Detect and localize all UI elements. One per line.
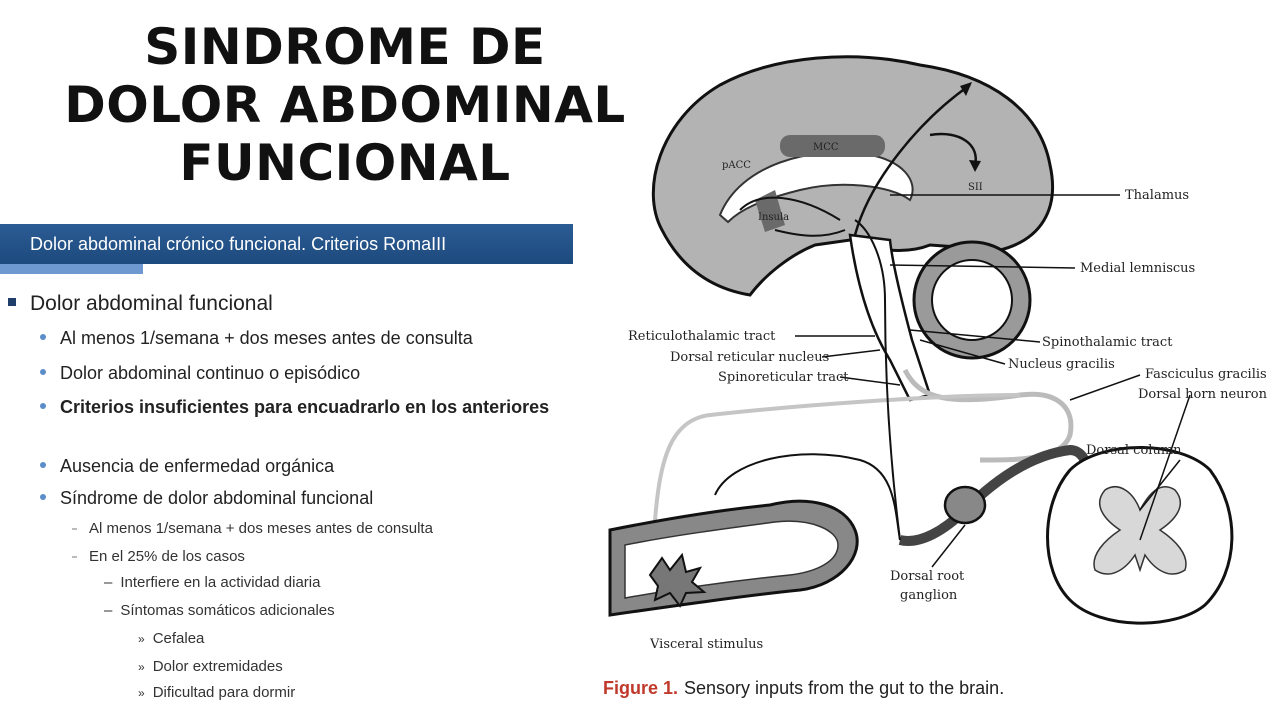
dorsal-root-ganglion <box>945 487 985 523</box>
title-line-3: FUNCIONAL <box>179 134 511 192</box>
label-dorsal-reticular-nucleus: Dorsal reticular nucleus <box>670 350 830 365</box>
diagram-svg <box>600 40 1280 670</box>
label-visceral-stimulus: Visceral stimulus <box>650 637 764 652</box>
dot-bullet-icon <box>40 403 46 409</box>
square-bullet-icon <box>8 298 16 306</box>
label-thalamus: Thalamus <box>1125 188 1190 203</box>
label-spinothalamic-tract: Spinothalamic tract <box>1042 335 1173 350</box>
caption-text: Sensory inputs from the gut to the brain. <box>684 678 1005 698</box>
caption-prefix: Figure 1. <box>603 678 679 698</box>
list-item: – Síntomas somáticos adicionales <box>104 602 335 619</box>
guillemet-bullet-icon: » <box>138 632 145 646</box>
list-item: » Dolor extremidades <box>138 658 283 675</box>
em-dash-bullet-icon: – <box>104 574 113 591</box>
list-item: Al menos 1/semana + dos meses antes de consulta <box>40 328 473 349</box>
title-line-2: DOLOR ABDOMINAL <box>64 76 626 134</box>
gut-brain-diagram <box>600 40 1280 670</box>
label-sii: SII <box>968 182 983 193</box>
label-mcc: MCC <box>813 142 839 153</box>
guillemet-bullet-icon: » <box>138 660 145 674</box>
list-item: Criterios insuficientes para encuadrarlo en los anteriores <box>40 394 560 421</box>
label-dorsal-root: Dorsal root <box>890 569 965 584</box>
label-pacc: pACC <box>722 160 751 171</box>
pointer-fasciculus <box>1070 375 1140 400</box>
figure-caption <box>603 678 1004 699</box>
dash-bullet-icon <box>72 556 77 558</box>
label-nucleus-gracilis: Nucleus gracilis <box>1008 357 1115 372</box>
list-item: – Interfiere en la actividad diaria <box>104 574 321 591</box>
guillemet-bullet-icon: » <box>138 686 145 700</box>
dash-bullet-icon <box>72 528 77 530</box>
page-title <box>0 18 690 192</box>
dot-bullet-icon <box>40 369 46 375</box>
list-item: » Dificultad para dormir <box>138 684 296 701</box>
label-fasciculus-gracilis: Fasciculus gracilis <box>1145 367 1267 382</box>
label-ganglion: ganglion <box>900 588 958 603</box>
label-reticulothalamic-tract: Reticulothalamic tract <box>628 329 776 344</box>
cerebellum-inner <box>932 260 1012 340</box>
criteria-header-accent <box>0 264 143 274</box>
pointer-spinoreticular <box>840 377 900 385</box>
list-item: Dolor abdominal continuo o episódico <box>40 363 360 384</box>
dot-bullet-icon <box>40 334 46 340</box>
label-spinoreticular-tract: Spinoreticular tract <box>718 370 849 385</box>
label-dorsal-column: Dorsal column <box>1086 443 1182 458</box>
pointer-dorsal-reticular <box>822 350 880 357</box>
label-insula: Insula <box>758 212 790 223</box>
em-dash-bullet-icon: – <box>104 602 113 619</box>
list-item: En el 25% de los casos <box>72 548 245 565</box>
list-item: Dolor abdominal funcional <box>8 292 273 316</box>
list-item: Al menos 1/semana + dos meses antes de consulta <box>72 520 433 537</box>
dot-bullet-icon <box>40 494 46 500</box>
list-item: Ausencia de enfermedad orgánica <box>40 456 334 477</box>
list-item: Síndrome de dolor abdominal funcional <box>40 488 373 509</box>
spinal-tract-gray <box>905 370 1071 460</box>
label-dorsal-horn-neuron: Dorsal horn neuron <box>1138 387 1267 402</box>
label-medial-lemniscus: Medial lemniscus <box>1080 261 1196 276</box>
criteria-header: Dolor abdominal crónico funcional. Criterios RomaIII <box>0 224 573 264</box>
title-line-1: SINDROME DE <box>144 18 546 76</box>
list-item: » Cefalea <box>138 630 205 647</box>
criteria-panel <box>0 224 575 720</box>
dot-bullet-icon <box>40 462 46 468</box>
